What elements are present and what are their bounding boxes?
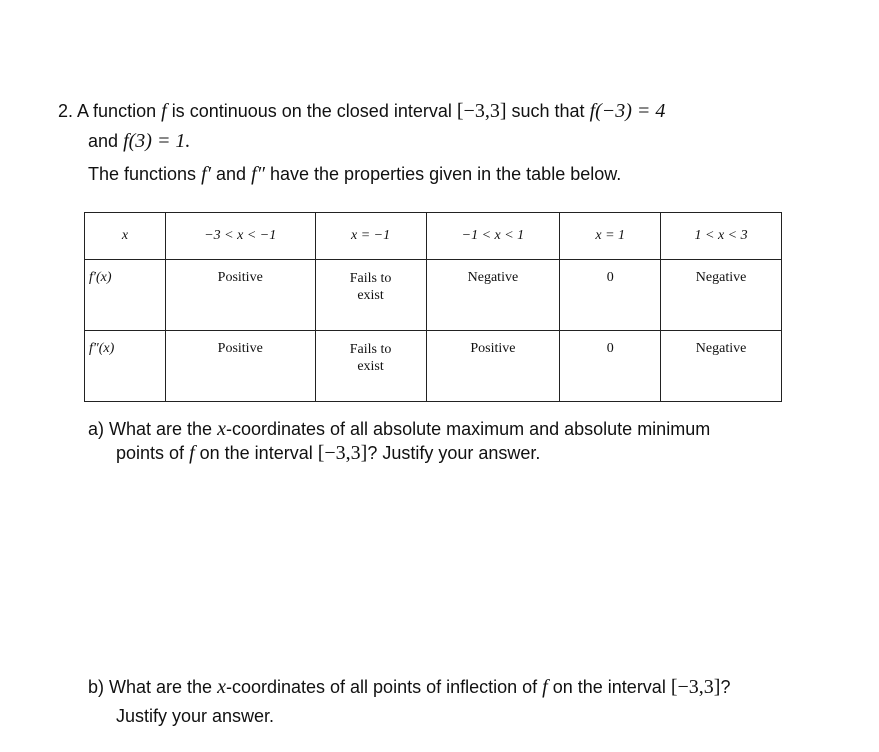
intro-text: such that — [511, 101, 585, 121]
table-row — [85, 260, 782, 331]
table-cell: 0 — [560, 331, 661, 402]
table-header-row — [85, 213, 782, 260]
problem-line-3 — [88, 162, 621, 186]
question-a-text: -coordinates of all absolute maximum and absolute minimum — [225, 419, 711, 439]
question-a-text: points of — [116, 443, 185, 463]
question-b-text: Justify your answer. — [116, 706, 275, 726]
table-cell — [315, 260, 426, 331]
table-header-cell: −1 < x < 1 — [426, 213, 560, 260]
interval: [−3,3] — [456, 100, 507, 122]
table-cell: 0 — [560, 260, 661, 331]
intro-text: and — [216, 164, 247, 184]
question-b-text: on the interval — [552, 677, 666, 697]
table-cell: Positive — [165, 331, 315, 402]
interval: [−3,3] — [317, 442, 368, 464]
row-label: f′(x) — [85, 260, 166, 331]
question-b-prefix: b) What are the — [88, 677, 213, 697]
question-b-text: -coordinates of all points of inflection of — [225, 677, 538, 697]
f-prime-symbol: f′ — [201, 163, 212, 185]
table-cell-text: Fails to exist — [349, 342, 392, 374]
table-row — [85, 331, 782, 402]
f-double-prime-symbol: f″ — [251, 163, 265, 185]
question-a-line-1 — [88, 417, 710, 441]
intro-text: have the properties given in the table below. — [270, 164, 622, 184]
properties-table — [84, 212, 782, 402]
question-b-line-1 — [88, 675, 730, 699]
question-a-line-2 — [116, 441, 540, 465]
table-cell-text: Fails to exist — [349, 271, 392, 303]
function-symbol: f — [161, 100, 167, 122]
x-symbol: x — [217, 676, 226, 698]
question-a-prefix: a) What are the — [88, 419, 213, 439]
intro-text: The functions — [88, 164, 197, 184]
intro-text: is continuous on the closed interval — [171, 101, 452, 121]
row-label: f″(x) — [85, 331, 166, 402]
problem-line-1 — [58, 99, 665, 123]
problem-line-2 — [88, 129, 190, 153]
function-symbol: f — [189, 442, 195, 464]
table-cell: Negative — [661, 331, 782, 402]
problem-number: 2. — [58, 101, 74, 121]
condition-1: f(−3) = 4 — [589, 100, 666, 122]
table-cell: Negative — [426, 260, 560, 331]
question-b-text: ? — [720, 677, 731, 697]
table-cell: Positive — [165, 260, 315, 331]
table-cell — [315, 331, 426, 402]
intro-text: and — [88, 131, 119, 151]
table-header-cell: x — [85, 213, 166, 260]
table-cell: Positive — [426, 331, 560, 402]
condition-2: f(3) = 1. — [123, 130, 191, 152]
table-cell: Negative — [661, 260, 782, 331]
question-a-text: on the interval — [199, 443, 313, 463]
question-a-text: ? Justify your answer. — [367, 443, 541, 463]
table-header-cell: x = −1 — [315, 213, 426, 260]
table-header-cell: x = 1 — [560, 213, 661, 260]
x-symbol: x — [217, 418, 226, 440]
function-symbol: f — [542, 676, 548, 698]
table-header-cell: 1 < x < 3 — [661, 213, 782, 260]
question-b-line-2 — [116, 704, 274, 728]
table-header-cell: −3 < x < −1 — [165, 213, 315, 260]
interval: [−3,3] — [670, 676, 721, 698]
intro-text: A function — [77, 101, 157, 121]
